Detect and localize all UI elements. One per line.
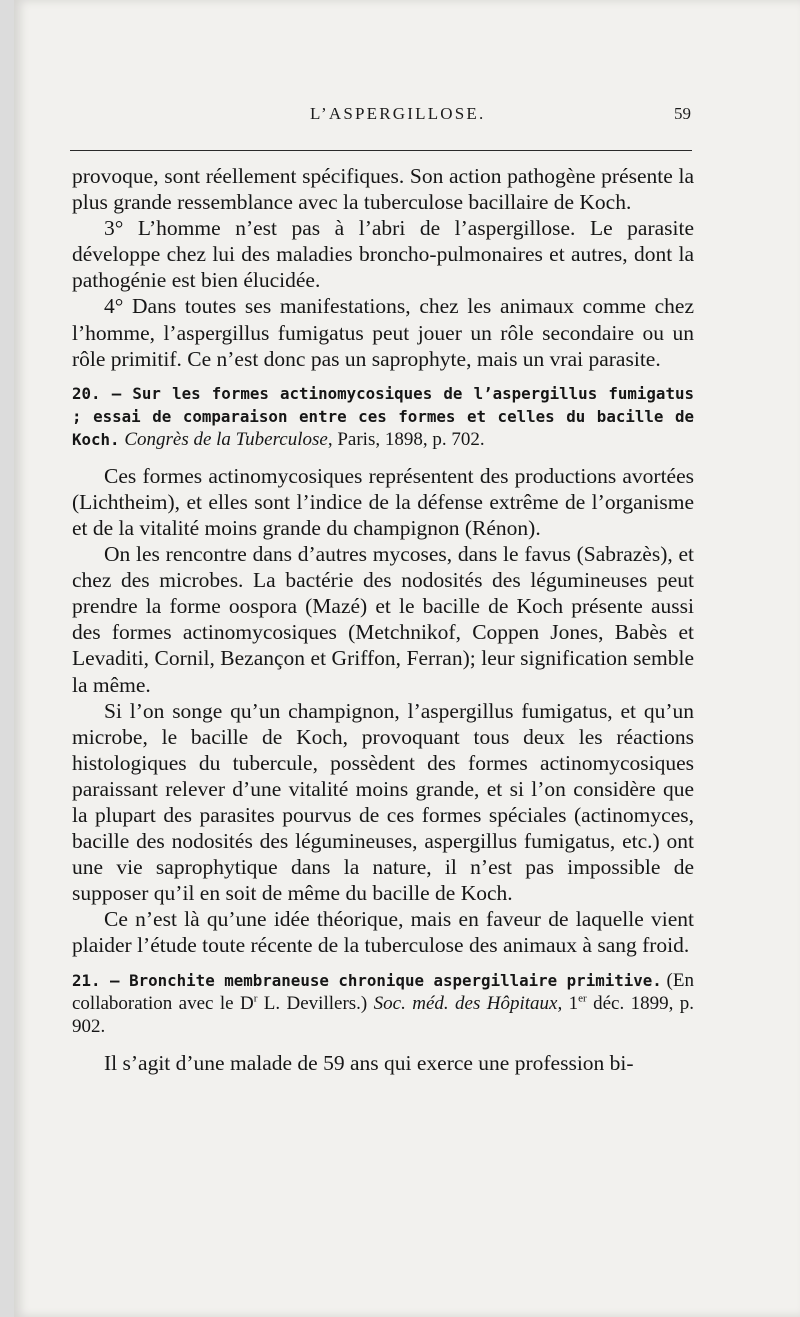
superscript: er	[578, 992, 587, 1005]
entry-source-details: , Paris, 1898, p. 702.	[327, 428, 485, 450]
entry-number: 20. —	[72, 383, 133, 403]
bibliography-entry-21	[72, 969, 694, 1038]
paragraph: On les rencontre dans d’autres mycoses, dans le favus (Sabrazès), et chez des microbes. La bactérie des nodosités des légumineuses peut prendre la forme oospora (Mazé) et le bacille de Koch présente aussi des formes actinomycosiques (Metchnikof, Coppen Jones, Babès et Levaditi, Cornil, Bezançon et Griffon, Ferran); leur signification semble la même.	[72, 542, 694, 697]
page-number: 59	[674, 104, 691, 123]
entry-collaboration-end: L. Devillers.)	[257, 992, 374, 1014]
paragraph: 4° Dans toutes ses manifestations, chez les animaux comme chez l’homme, l’aspergillus fumigatus peut jouer un rôle secondaire ou un rôle primitif. Ce n’est donc pas un saprophyte, mais un vrai parasite.	[72, 294, 694, 371]
entry-date-day: 1	[562, 992, 579, 1014]
paragraph: Ces formes actinomycosiques représentent des productions avortées (Lichtheim), et elles sont l’indice de la défense extrême de l’organisme et de la vitalité moins grande du champignon (Rénon).	[72, 463, 694, 540]
paragraph: provoque, sont réellement spécifiques. Son action pathogène présente la plus grande ressemblance avec la tuberculose bacillaire de Koch.	[72, 164, 694, 215]
bibliography-entry-20	[72, 382, 694, 451]
page-body	[72, 163, 694, 1076]
page-header	[14, 104, 800, 132]
entry-number: 21. —	[72, 970, 130, 990]
entry-source: Congrès de la Tuberculose	[124, 428, 328, 450]
paragraph: Si l’on songe qu’un champignon, l’aspergillus fumigatus, et qu’un microbe, le bacille de Koch, provoquant tous deux les réactions histologiques du tubercule, possèdent des formes actinomycosiques paraissant relever d’une vitalité moins grande, et si l’on considère que la plupart des parasites pourvus de ces formes spéciales (actinomyces, bacille des nodosités des légumineuses, aspergillus fumigatus, etc.) ont une vie saprophytique dans la nature, il n’est pas impossible de supposer qu’il en soit de même du bacille de Koch.	[72, 698, 694, 906]
entry-collaboration: (En collaboration avec le D	[72, 969, 694, 1014]
paragraph: Il s’agit d’une malade de 59 ans qui exerce une profession bi-	[104, 1050, 634, 1075]
entry-title: Sur les formes actinomycosiques de l’aspergillus fumigatus ; essai de comparaison entre ces formes et celles du bacille de Koch.	[72, 383, 694, 449]
running-title: L’ASPERGILLOSE.	[310, 104, 486, 123]
paragraph: 3° L’homme n’est pas à l’abri de l’aspergillose. Le parasite développe chez lui des maladies broncho-pulmonaires et autres, dont la pathogénie est bien élucidée.	[72, 216, 694, 293]
superscript: r	[253, 992, 258, 1005]
paragraph: Ce n’est là qu’une idée théorique, mais en faveur de laquelle vient plaider l’étude toute récente de la tuberculose des animaux à sang froid.	[72, 907, 694, 958]
entry-title: Bronchite membraneuse chronique aspergillaire primitive.	[129, 970, 662, 990]
entry-source: Soc. méd. des Hôpitaux,	[373, 992, 563, 1014]
header-rule	[70, 150, 692, 151]
entry-date-rest: déc. 1899, p. 902.	[72, 992, 694, 1037]
